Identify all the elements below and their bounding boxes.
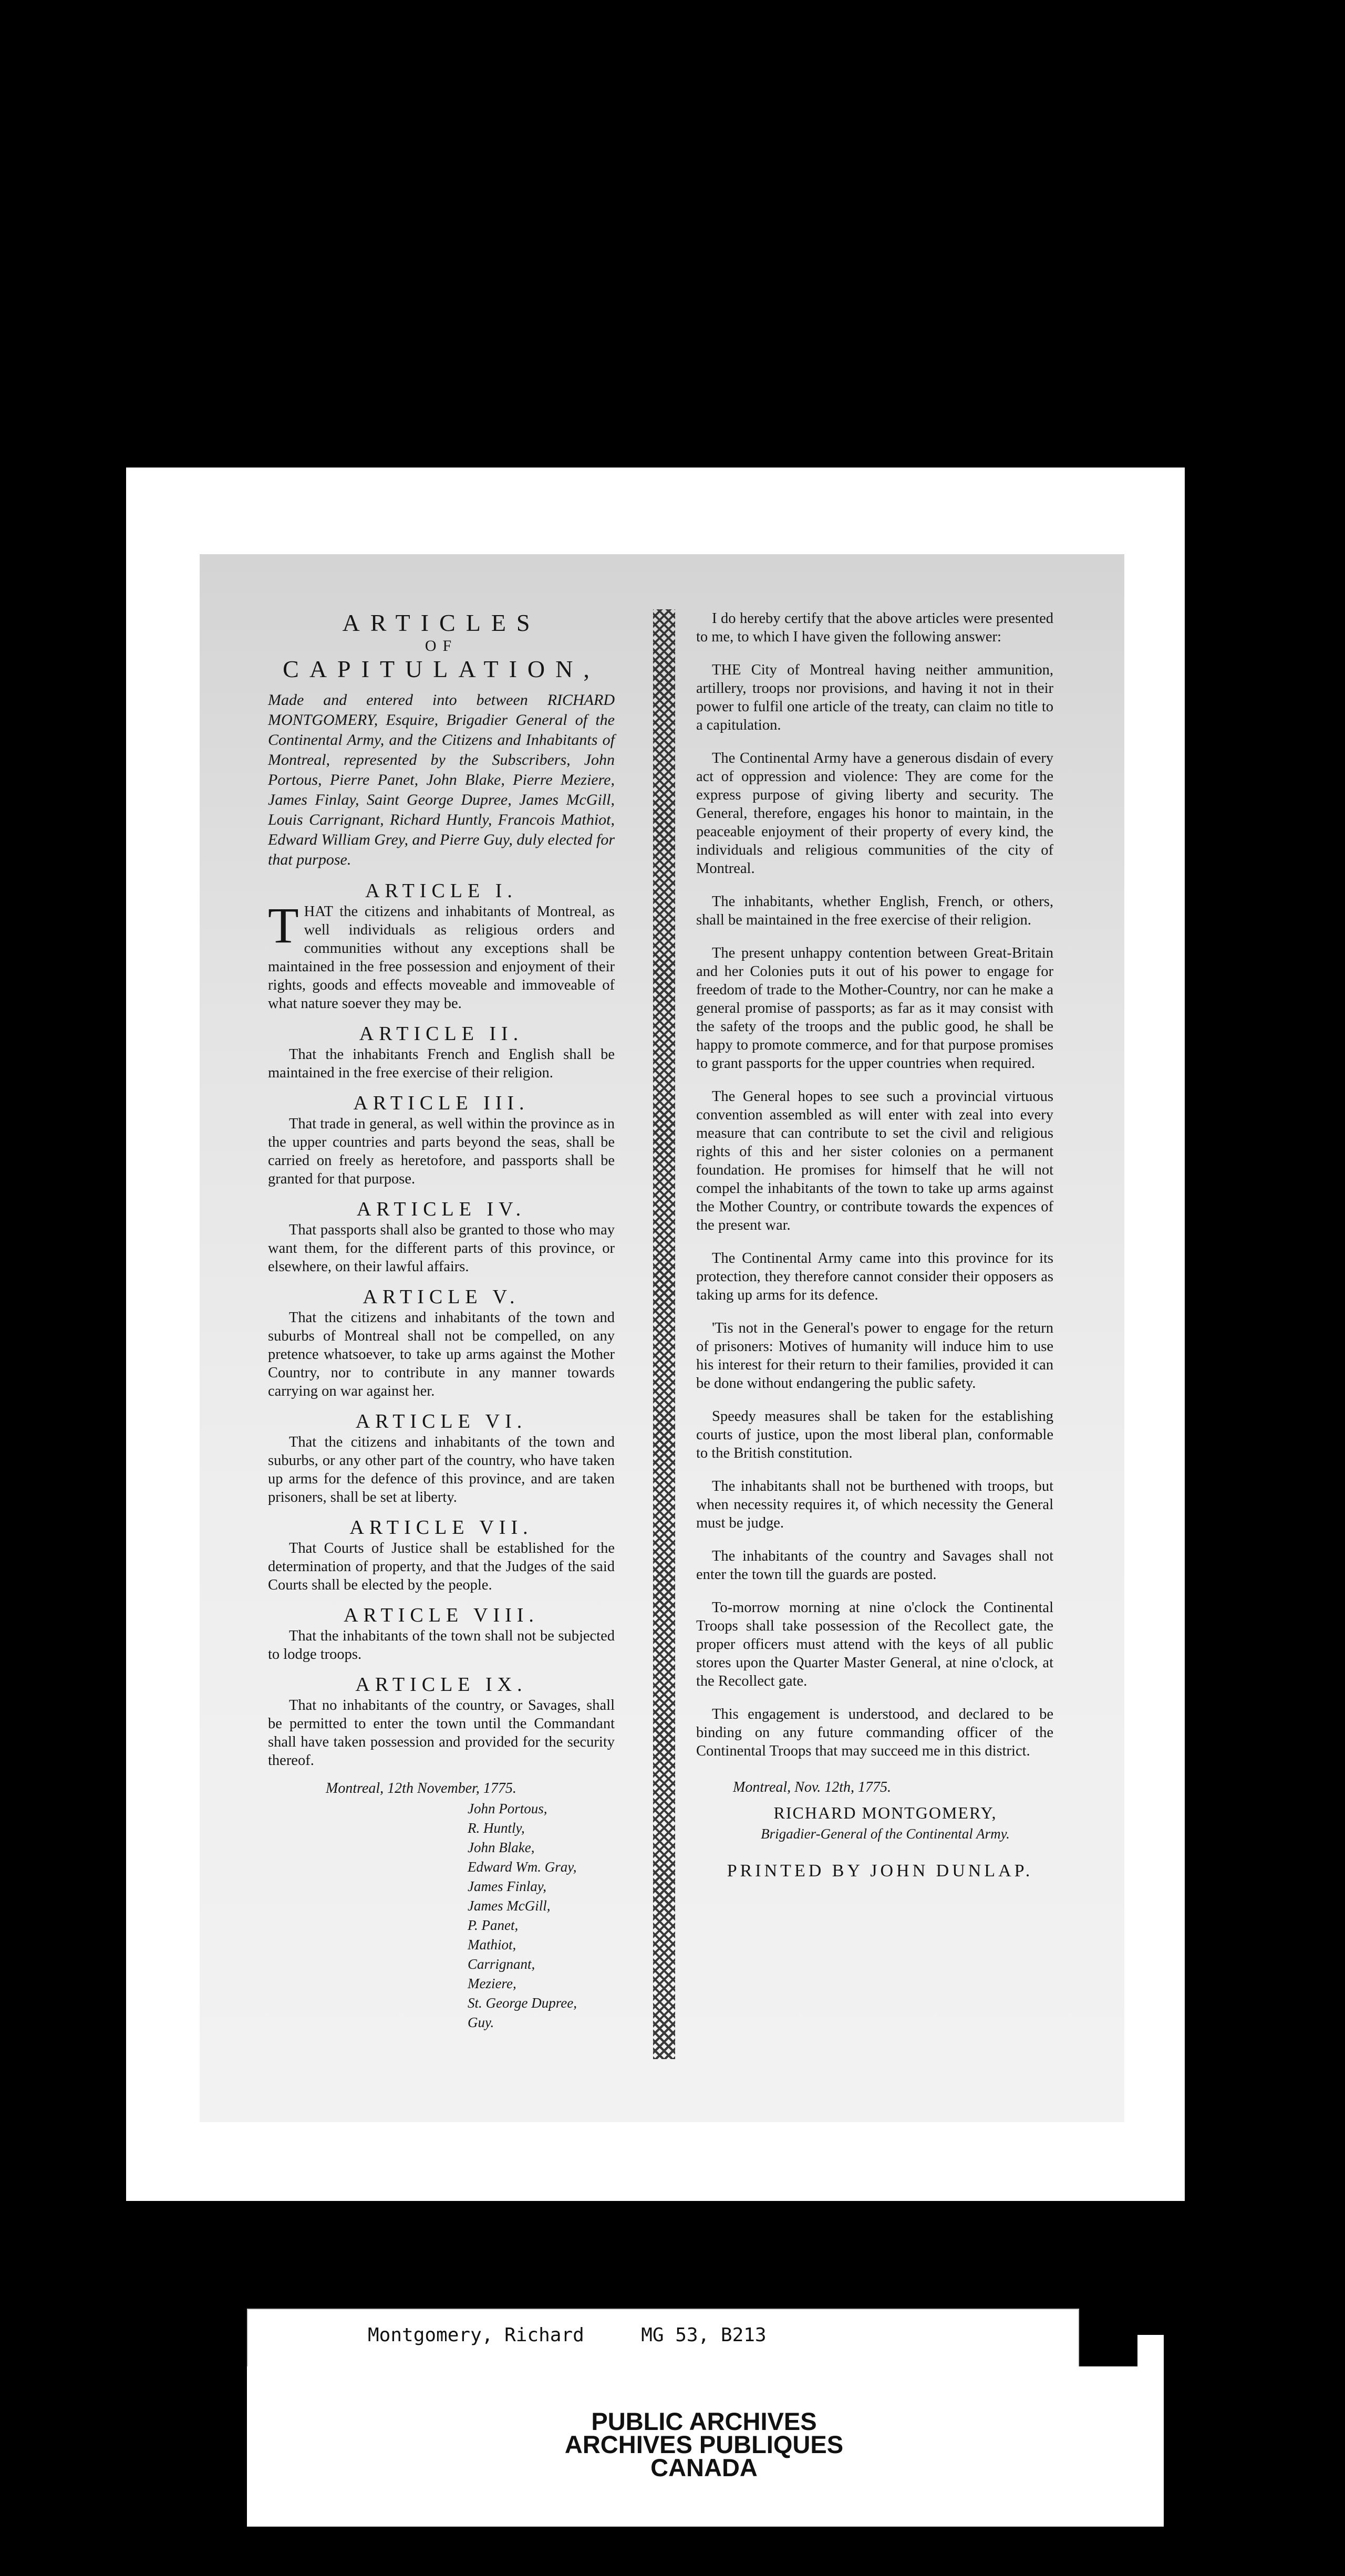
- signer: John Blake,: [468, 1840, 535, 1855]
- signer: St. George Dupree,: [468, 1995, 577, 2011]
- catalog-reference: MG 53, B213: [641, 2324, 767, 2346]
- stamp-line: ARCHIVES PUBLIQUES: [564, 2430, 844, 2458]
- signer: James McGill,: [468, 1898, 551, 1914]
- article-9-text: That no inhabitants of the country, or Savages, shall be permitted to enter the town until the Commandant shall have taken possession and provided for the security thereof.: [268, 1697, 615, 1769]
- answer-paragraph: This engagement is understood, and declared to be binding on any future commanding officer of the Continental Troops that may succeed me in this district.: [696, 1706, 1053, 1759]
- signer: R. Huntly,: [468, 1820, 525, 1836]
- answer-paragraph: The inhabitants, whether English, French, or others, shall be maintained in the free exercise of their religion.: [696, 894, 1053, 928]
- right-date: Montreal, Nov. 12th, 1775.: [733, 1779, 891, 1795]
- article-6-heading: ARTICLE VI.: [355, 1410, 527, 1432]
- left-column: [268, 609, 615, 2032]
- answer-paragraph: The inhabitants of the country and Savages shall not enter the town till the guards are posted.: [696, 1548, 1053, 1583]
- article-3-text: That trade in general, as well within the province as in the upper countries and parts beyond the seas, shall be carried on freely as heretofore, and passports shall be granted for that purpose.: [268, 1116, 615, 1187]
- stamp-line: PUBLIC ARCHIVES: [591, 2407, 817, 2435]
- answer-paragraph: THE City of Montreal having neither ammunition, artillery, troops nor provisions, and having it not in their power to fulfil one article of the treaty, can claim no title to a capitulation.: [696, 662, 1053, 733]
- article-3-heading: ARTICLE III.: [353, 1092, 530, 1114]
- title-articles: ARTICLES: [342, 609, 541, 636]
- article-5-text: That the citizens and inhabitants of the town and suburbs of Montreal shall not be compelled, on any pretence whatsoever, to take up arms against the Mother Country, nor to contribute in any manner towards carrying on war against her.: [268, 1310, 615, 1399]
- signer: Guy.: [468, 2014, 494, 2030]
- archive-card-tab: [1137, 2335, 1164, 2527]
- signer: James Finlay,: [468, 1878, 546, 1894]
- printer-imprint: PRINTED BY JOHN DUNLAP.: [727, 1861, 1033, 1881]
- ornamental-column-divider: [653, 609, 675, 2059]
- answer-paragraph: The General hopes to see such a provincial virtuous convention assembled as will enter with zeal into every measure that can contribute to set the civil and religious rights of this and her sister colonies on a permanent foundation. He promises for himself that he will not compel the inhabitants of the town to take up arms against the Mother Country, or contribute towards the expences of the present war.: [696, 1088, 1053, 1233]
- catalog-entry: [368, 2324, 767, 2346]
- answer-paragraph: Speedy measures shall be taken for the establishing courts of justice, upon the most liberal plan, conformable to the British constitution.: [696, 1408, 1053, 1461]
- article-6-text: That the citizens and inhabitants of the town and suburbs, or any other part of the country, who have taken up arms for the defence of this province, and are taken prisoners, shall be set at liberty.: [268, 1434, 615, 1505]
- intro-paragraph: Made and entered into between RICHARD MONTGOMERY, Esquire, Brigadier General of the Continental Army, and the Citizens and Inhabitants of Montreal, represented by the Subscribers, John Portous, Pierre Panet, John Blake, Pierre Meziere, James Finlay, Saint George Dupree, James McGill, Louis Carrignant, Richard Huntly, Francois Mathiot, Edward William Grey, and Pierre Guy, duly elected for that purpose.: [268, 691, 615, 868]
- article-7-heading: ARTICLE VII.: [349, 1516, 533, 1539]
- article-1-body: HAT the citizens and inhabitants of Montreal, as well individuals as religious orders and communities without any exceptions shall be maintained in the free possession and enjoyment of their rights, goods and effects moveable and immoveable of what nature soever they may be.: [268, 903, 615, 1012]
- answer-paragraph: To-morrow morning at nine o'clock the Continental Troops shall take possession of the Recollect gate, the proper officers must attend with the keys of all public stores upon the Quarter Master General, at nine o'clock, at the Recollect gate.: [696, 1599, 1053, 1689]
- signature-rank: Brigadier-General of the Continental Army.: [761, 1826, 1010, 1842]
- title-capitulation: CAPITULATION,: [283, 656, 600, 682]
- answer-paragraph: 'Tis not in the General's power to engage for the return of prisoners: Motives of humanity will induce him to use his interest for their return to their families, provided it can be done without endangering the public safety.: [696, 1320, 1053, 1391]
- answer-paragraph: The Continental Army came into this province for its protection, they therefore cannot consider their opposers as taking up arms for its defence.: [696, 1250, 1053, 1303]
- article-5-heading: ARTICLE V.: [363, 1286, 520, 1308]
- answer-paragraph: The inhabitants shall not be burthened with troops, but when necessity requires it, of which necessity the General must be judge.: [696, 1478, 1053, 1531]
- article-1-heading: ARTICLE I.: [365, 880, 518, 902]
- left-date: Montreal, 12th November, 1775.: [326, 1780, 516, 1796]
- signer: Carrignant,: [468, 1956, 535, 1972]
- article-2-heading: ARTICLE II.: [359, 1023, 524, 1045]
- article-1-text: [268, 897, 615, 1013]
- article-2-text: That the inhabitants French and English shall be maintained in the free exercise of their religion.: [268, 1046, 615, 1081]
- stamp-line: CANADA: [650, 2454, 758, 2481]
- title-of: OF: [425, 637, 458, 655]
- article-9-heading: ARTICLE IX.: [355, 1674, 527, 1696]
- article-7-text: That Courts of Justice shall be established for the determination of property, and that the Judges of the said Courts shall be elected by the people.: [268, 1540, 615, 1593]
- signature-name: RICHARD MONTGOMERY,: [773, 1803, 997, 1822]
- archives-stamp: [515, 2407, 893, 2481]
- drop-cap: T: [268, 897, 299, 953]
- catalog-name: Montgomery, Richard: [368, 2324, 584, 2346]
- signer: Meziere,: [468, 1976, 516, 1991]
- article-4-text: That passports shall also be granted to those who may want them, for the different parts of this province, or elsewhere, on their lawful affairs.: [268, 1222, 615, 1275]
- answer-paragraph: The Continental Army have a generous disdain of every act of oppression and violence: They are come for the express purpose of giving liberty and security. The General, therefore, engages his honor to maintain, in the peaceable enjoyment of their property of every kind, the individuals and religious communities of the city of Montreal.: [696, 750, 1053, 877]
- article-8-text: That the inhabitants of the town shall not be subjected to lodge troops.: [268, 1628, 615, 1663]
- right-column: [696, 609, 1053, 1881]
- article-4-heading: ARTICLE IV.: [356, 1198, 526, 1220]
- signer: P. Panet,: [468, 1917, 519, 1933]
- signer: Mathiot,: [468, 1937, 516, 1952]
- signer: John Portous,: [468, 1801, 547, 1816]
- signers-list: [468, 1799, 615, 2032]
- answer-paragraph: I do hereby certify that the above articles were presented to me, to which I have given the following answer:: [696, 610, 1053, 645]
- answer-paragraph: The present unhappy contention between Great-Britain and her Colonies puts it out of his power to engage for freedom of trade to the Mother-Country, nor can he make a general promise of passports; as far as it may consist with the safety of the troops and the public good, he shall be happy to promote commerce, and for that purpose promises to grant passports for the upper countries when required.: [696, 945, 1053, 1072]
- article-8-heading: ARTICLE VIII.: [344, 1604, 539, 1626]
- signer: Edward Wm. Gray,: [468, 1859, 577, 1875]
